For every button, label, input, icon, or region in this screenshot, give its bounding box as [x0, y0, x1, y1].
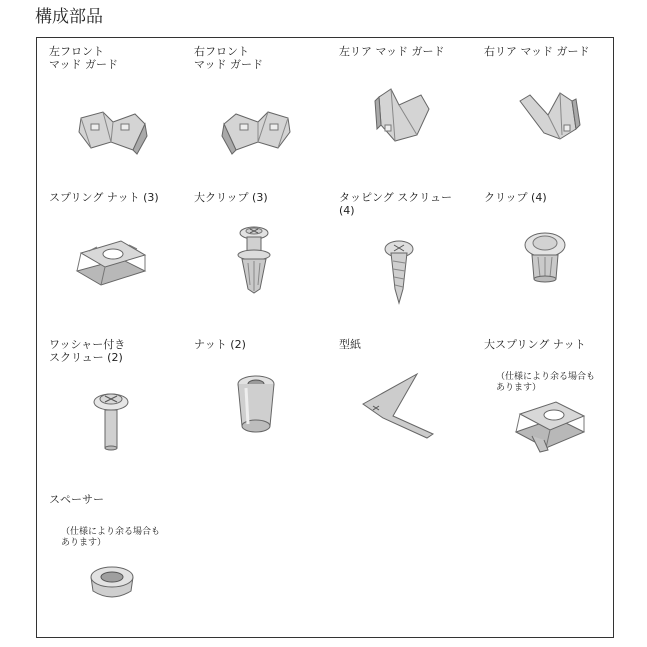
part-label: ワッシャー付き スクリュー (2): [49, 338, 126, 364]
part-large-spring-nut: [484, 338, 624, 478]
nut-icon: [234, 374, 278, 438]
part-note: （仕様により余る場合も あります）: [61, 527, 161, 548]
part-spring-nut: [49, 191, 189, 331]
parts-list-frame: [36, 37, 614, 638]
part-washer-screw: [49, 338, 189, 478]
part-label: 右リア マッド ガード: [484, 45, 590, 58]
part-right-rear-mud-guard: [484, 45, 624, 185]
tapping-screw-icon: [379, 239, 419, 309]
part-label: スペーサー: [49, 493, 104, 506]
large-spring-nut-icon: [510, 400, 590, 456]
part-label: クリップ (4): [484, 191, 547, 204]
part-left-rear-mud-guard: [339, 45, 479, 185]
part-label: タッピング スクリュー (4): [339, 191, 452, 217]
part-template-paper: [339, 338, 479, 478]
part-nut: [194, 338, 334, 478]
part-note: （仕様により余る場合も あります）: [496, 372, 596, 393]
washer-screw-icon: [89, 388, 133, 458]
part-label: 右フロント マッド ガード: [194, 45, 264, 71]
spring-nut-icon: [71, 231, 151, 291]
part-label: ナット (2): [194, 338, 246, 351]
part-left-front-mud-guard: [49, 45, 189, 185]
part-label: 大クリップ (3): [194, 191, 268, 204]
part-label: 左リア マッド ガード: [339, 45, 445, 58]
left-front-mud-guard-icon: [73, 100, 153, 160]
left-rear-mud-guard-icon: [369, 85, 439, 145]
right-front-mud-guard-icon: [216, 100, 296, 160]
part-label: 大スプリング ナット: [484, 338, 586, 351]
part-spacer: [49, 493, 189, 633]
part-tapping-screw: [339, 191, 479, 331]
page-title: 構成部品: [35, 7, 103, 27]
part-right-front-mud-guard: [194, 45, 334, 185]
spacer-icon: [87, 563, 137, 603]
part-large-clip: [194, 191, 334, 331]
part-clip: [484, 191, 624, 331]
template-paper-icon: [357, 372, 437, 442]
part-label: 左フロント マッド ガード: [49, 45, 119, 71]
clip-icon: [520, 231, 570, 291]
large-clip-icon: [232, 221, 276, 301]
right-rear-mud-guard-icon: [514, 85, 584, 145]
part-label: スプリング ナット (3): [49, 191, 159, 204]
part-label: 型紙: [339, 338, 361, 351]
